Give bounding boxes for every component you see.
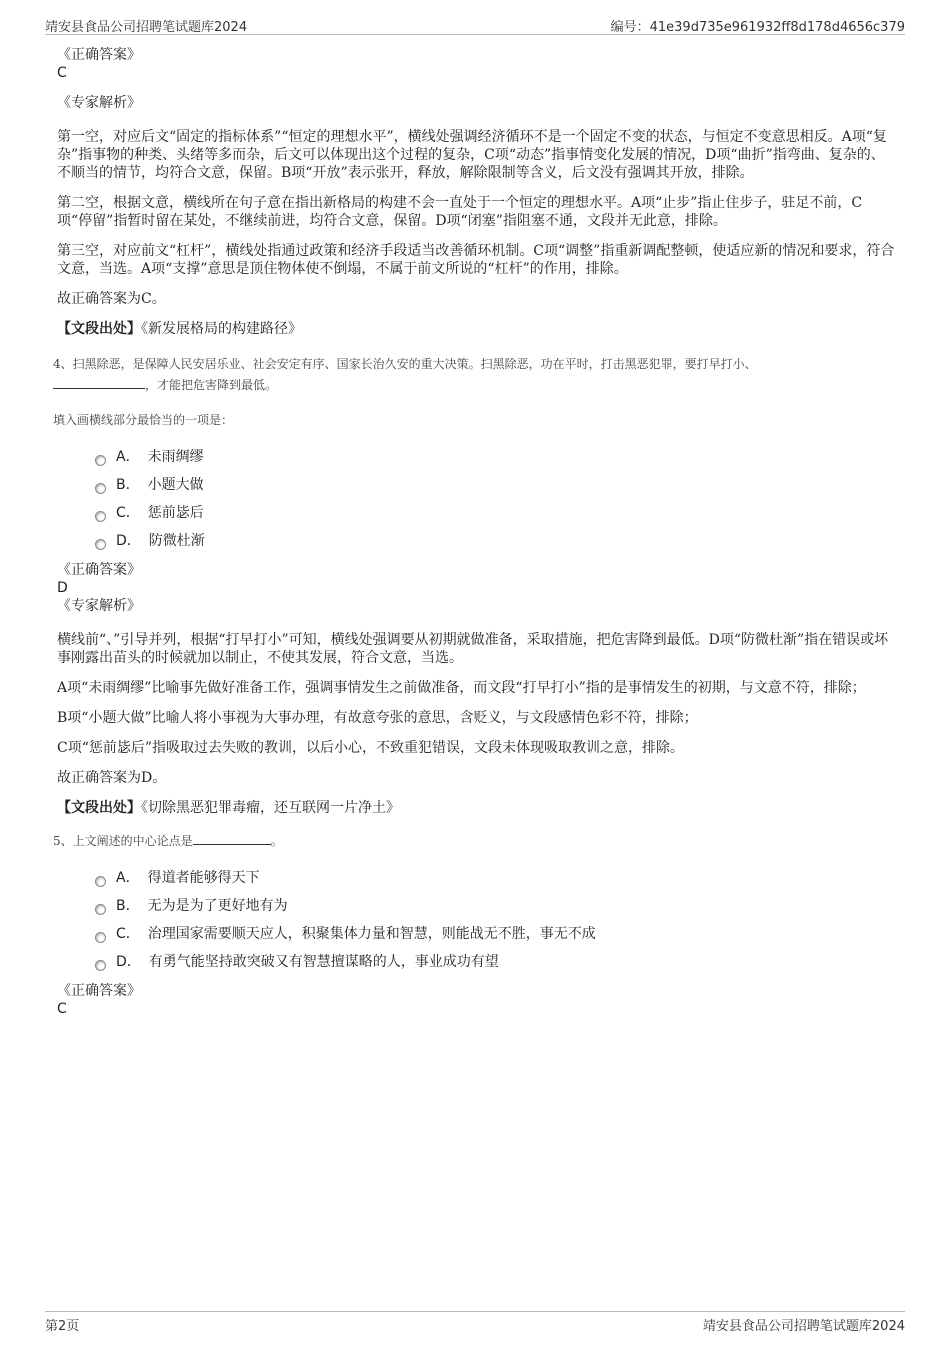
question-stem-text: 4、扫黑除恶，是保障人民安居乐业、社会安定有序、国家长治久安的重大决策。扫黑除恶，功在平时，打击黑恶犯罪，要打早打小、 xyxy=(53,357,757,371)
header-title: 靖安县食品公司招聘笔试题库2024 xyxy=(45,20,248,35)
question-stem-text: 。 xyxy=(270,834,283,848)
option-text: 有勇气能坚持敢突破又有智慧擅谋略的人，事业成功有望 xyxy=(148,954,499,970)
block1-answer xyxy=(57,46,897,82)
question-stem-text: ，才能把危害降到最低。 xyxy=(145,378,278,392)
option-text: 得道者能够得天下 xyxy=(147,870,260,886)
radio-icon[interactable] xyxy=(95,511,106,522)
option-letter: A． xyxy=(116,449,140,465)
option-b[interactable] xyxy=(95,892,897,920)
option-text: 惩前毖后 xyxy=(147,505,204,521)
option-text: 防微杜渐 xyxy=(148,533,205,549)
answer-value: C xyxy=(57,1001,67,1017)
page-footer xyxy=(45,1311,905,1334)
analysis-paragraph: A项“未雨绸缪”比喻事先做好准备工作，强调事情发生之前做准备，而文段“打早打小”指的是事情发生的初期，与文意不符，排除； xyxy=(57,680,866,696)
option-letter: B． xyxy=(116,898,140,914)
option-d[interactable] xyxy=(95,527,897,555)
question-5 xyxy=(53,831,897,1018)
option-c[interactable] xyxy=(95,920,897,948)
option-d[interactable] xyxy=(95,948,897,976)
page-header xyxy=(45,14,905,35)
answer-blank xyxy=(193,832,271,845)
page-content xyxy=(53,46,897,1018)
option-text: 未雨绸缪 xyxy=(147,449,204,465)
footer-title: 靖安县食品公司招聘笔试题库2024 xyxy=(702,1319,905,1334)
analysis-paragraph: C项“惩前毖后”指吸取过去失败的教训，以后小心，不致重犯错误，文段未体现吸取教训之意，排除。 xyxy=(57,740,685,756)
radio-icon[interactable] xyxy=(95,455,106,466)
analysis-paragraph: 第三空，对应前文“杠杆”，横线处指通过政策和经济手段适当改善循环机制。C项“调整”指重新调配整顿，使适应新的情况和要求，符合文意，当选。A项“支撑”意思是顶住物体使不倒塌，不属于前文所说的“杠杆”的作用，排除。 xyxy=(57,243,895,277)
option-a[interactable] xyxy=(95,443,897,471)
source-citation xyxy=(57,320,897,338)
analysis-label: 《专家解析》 xyxy=(57,95,141,111)
option-letter: A． xyxy=(116,870,140,886)
radio-icon[interactable] xyxy=(95,960,106,971)
option-letter: B． xyxy=(116,477,140,493)
radio-icon[interactable] xyxy=(95,539,106,550)
option-a[interactable] xyxy=(95,864,897,892)
answer-label: 《正确答案》 xyxy=(57,983,141,999)
option-c[interactable] xyxy=(95,499,897,527)
answer-label: 《正确答案》 xyxy=(57,47,141,63)
option-text: 小题大做 xyxy=(147,477,204,493)
source-title: 《新发展格局的构建路径》 xyxy=(141,321,302,337)
source-title: 《切除黑恶犯罪毒瘤，还互联网一片净土》 xyxy=(141,800,400,816)
radio-icon[interactable] xyxy=(95,483,106,494)
radio-icon[interactable] xyxy=(95,904,106,915)
option-b[interactable] xyxy=(95,471,897,499)
option-letter: C． xyxy=(116,505,140,521)
answer-value: D xyxy=(57,580,68,596)
option-letter: D． xyxy=(116,954,141,970)
analysis-paragraph: 第一空，对应后文“固定的指标体系”“恒定的理想水平”，横线处强调经济循环不是一个固定不变的状态，与恒定不变意思相反。A项“复杂”指事物的种类、头绪等多而杂，后文可以体现出这个过程的复杂，C项“动态”指事情变化发展的情况，D项“曲折”指弯曲、复杂的、不顺当的情节，均符合文意，保留。B项“开放”表示张开，释放，解除限制等含义，后文没有强调其开放，排除。 xyxy=(57,129,887,181)
radio-icon[interactable] xyxy=(95,876,106,887)
source-bracket: 【文段出处】 xyxy=(57,800,141,816)
analysis-paragraph: 横线前“、”引导并列，根据“打早打小”可知，横线处强调要从初期就做准备，采取措施，把危害降到最低。D项“防微杜渐”指在错误或坏事刚露出苗头的时候就加以制止，不使其发展，符合文意，当选。 xyxy=(57,632,889,666)
option-letter: D． xyxy=(116,533,141,549)
question-stem xyxy=(53,354,897,396)
analysis-conclusion: 故正确答案为D。 xyxy=(57,770,167,786)
question-4 xyxy=(53,354,897,817)
question-stem xyxy=(53,831,897,852)
analysis-label: 《专家解析》 xyxy=(57,598,141,614)
option-letter: C． xyxy=(116,926,140,942)
page-number: 第2页 xyxy=(45,1319,80,1334)
options-list xyxy=(95,864,897,976)
answer-label: 《正确答案》 xyxy=(57,562,141,578)
radio-icon[interactable] xyxy=(95,932,106,943)
question-instruction: 填入画横线部分最恰当的一项是： xyxy=(53,413,234,427)
options-list xyxy=(95,443,897,555)
header-serial: 编号：41e39d735e961932ff8d178d4656c379 xyxy=(610,20,905,35)
answer-blank xyxy=(53,376,145,389)
answer-value: C xyxy=(57,65,67,81)
analysis-paragraph: B项“小题大做”比喻人将小事视为大事办理，有故意夸张的意思，含贬义，与文段感情色彩不符，排除； xyxy=(57,710,698,726)
analysis-conclusion: 故正确答案为C。 xyxy=(57,291,166,307)
source-citation xyxy=(57,799,897,817)
option-text: 治理国家需要顺天应人，积聚集体力量和智慧，则能战无不胜，事无不成 xyxy=(147,926,596,942)
question-stem-text: 5、上文阐述的中心论点是 xyxy=(53,834,193,848)
option-text: 无为是为了更好地有为 xyxy=(147,898,288,914)
analysis-paragraph: 第二空，根据文意，横线所在句子意在指出新格局的构建不会一直处于一个恒定的理想水平。A项“止步”指止住步子，驻足不前，C项“停留”指暂时留在某处，不继续前进，均符合文意，保留。D项“闭塞”指阻塞不通，文段并无此意，排除。 xyxy=(57,195,863,229)
source-bracket: 【文段出处】 xyxy=(57,321,141,337)
